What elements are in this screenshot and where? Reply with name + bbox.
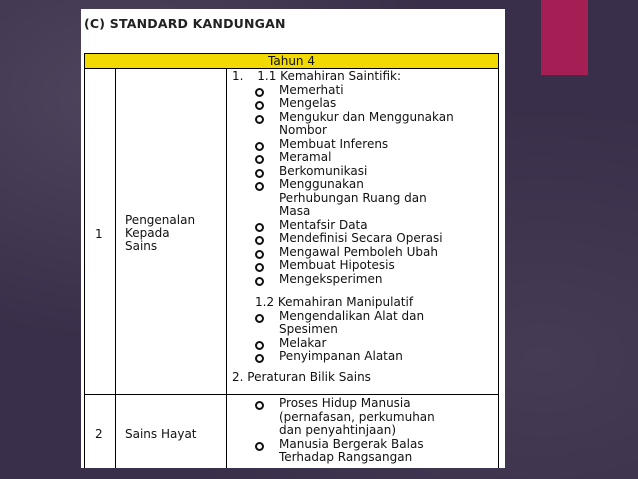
bullet-icon bbox=[255, 169, 264, 178]
document-image bbox=[81, 9, 505, 468]
list-item: Membuat Hipotesis bbox=[232, 259, 494, 273]
topic-line: Sains Hayat bbox=[125, 427, 197, 441]
row-number: 2 bbox=[95, 427, 103, 441]
standard-table bbox=[84, 53, 499, 468]
topic-line: Kepada bbox=[125, 226, 170, 240]
list-item: Berkomunikasi bbox=[232, 165, 494, 179]
list-item: Meramal bbox=[232, 151, 494, 165]
bullet-icon bbox=[255, 314, 264, 323]
list-item: Menggunakan Perhubungan Ruang dan Masa bbox=[232, 178, 494, 219]
topic-line: Sains bbox=[125, 239, 158, 253]
list-item: Memerhati bbox=[232, 84, 494, 98]
list-item: Penyimpanan Alatan bbox=[232, 350, 494, 364]
list-item: 2. Peraturan Bilik Sains bbox=[232, 369, 371, 384]
bullet-icon bbox=[255, 341, 264, 350]
list-item: Mengawal Pemboleh Ubah bbox=[232, 246, 494, 260]
list-item bbox=[232, 70, 494, 84]
list-item: Proses Hidup Manusia (pernafasan, perkumuhan dan penyahtinjaan) bbox=[232, 397, 494, 438]
bullet-icon bbox=[255, 223, 264, 232]
row-content bbox=[232, 397, 494, 465]
subsection-title: 1.2 Kemahiran Manipulatif bbox=[255, 295, 414, 309]
bullet-icon bbox=[255, 401, 264, 410]
topic-name bbox=[125, 428, 197, 441]
list-item: Mengeksperimen bbox=[232, 273, 494, 287]
row-content bbox=[232, 70, 494, 384]
bullet-icon bbox=[255, 101, 264, 110]
bullet-icon bbox=[255, 236, 264, 245]
list-item: Manusia Bergerak Balas Terhadap Rangsangan bbox=[232, 438, 494, 465]
bullet-icon bbox=[255, 155, 264, 164]
list-item: Mendefinisi Secara Operasi bbox=[232, 232, 494, 246]
accent-bar bbox=[541, 0, 588, 75]
item-number: 1. bbox=[232, 69, 244, 83]
bullet-icon bbox=[255, 115, 264, 124]
list-item: Mengelas bbox=[232, 97, 494, 111]
bullet-icon bbox=[255, 250, 264, 259]
bullet-icon bbox=[255, 277, 264, 286]
bullet-icon bbox=[255, 182, 264, 191]
bullet-icon bbox=[255, 442, 264, 451]
bullet-icon bbox=[255, 354, 264, 363]
list-item: Mengendalikan Alat dan Spesimen bbox=[232, 310, 494, 337]
list-item: Mengukur dan Menggunakan Nombor bbox=[232, 111, 494, 138]
row-divider bbox=[85, 394, 498, 395]
list-item: Melakar bbox=[232, 337, 494, 351]
bullet-icon bbox=[255, 142, 264, 151]
list-item: Mentafsir Data bbox=[232, 219, 494, 233]
topic-name bbox=[125, 214, 195, 253]
column-divider bbox=[226, 69, 227, 468]
bullet-icon bbox=[255, 263, 264, 272]
topic-line: Pengenalan bbox=[125, 213, 196, 227]
section-title: (C) STANDARD KANDUNGAN bbox=[84, 16, 286, 31]
row-number: 1 bbox=[95, 227, 103, 241]
list-item bbox=[232, 296, 494, 310]
list-item: Membuat Inferens bbox=[232, 138, 494, 152]
bullet-icon bbox=[255, 88, 264, 97]
column-divider bbox=[115, 69, 116, 468]
subsection-title: 1.1 Kemahiran Saintifik: bbox=[257, 69, 402, 83]
year-header: Tahun 4 bbox=[85, 54, 498, 69]
